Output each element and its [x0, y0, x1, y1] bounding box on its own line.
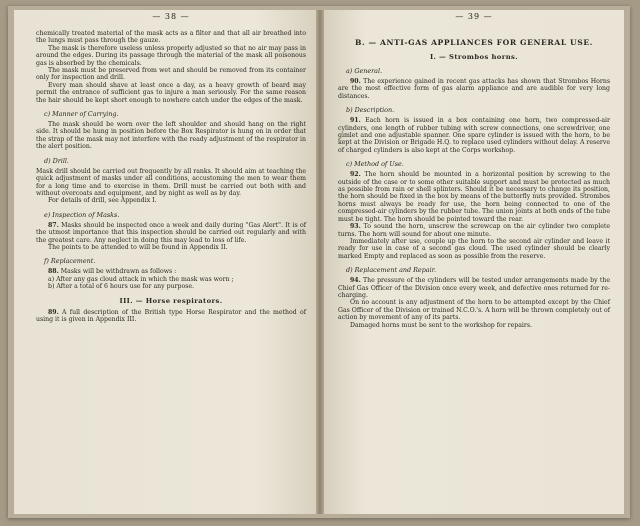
paragraph: Every man should shave at least once a day, as a heavy growth of beard may permit the entrance of sufficient gas to injure a man seriously. For the same reason the hair should be kept short enough to nowhere catch under the edges of the mask. — [36, 81, 306, 104]
section-heading: III. — Horse respirators. — [119, 296, 223, 305]
paragraph-number: 94. — [350, 277, 361, 285]
paragraph-number: 87. — [48, 221, 59, 229]
paragraph-text: Masks should be inspected once a week and daily during "Gas Alert". It is of the utmost importance that this inspection should be carried out regularly and with the greatest care. Any neglect in doing this may lead to loss of life. — [36, 221, 306, 244]
paragraph-text: A full description of the British type Horse Respirator and the method of using it is given in Appendix III. — [36, 308, 306, 323]
paragraph: The mask must be preserved from wet and should be removed from its container only for inspection and drill. — [36, 67, 306, 82]
left-page-body — [36, 30, 306, 323]
subsection-heading: d) Drill. — [44, 156, 69, 165]
subsection-heading: a) General. — [346, 67, 383, 75]
paragraph: The points to be attended to will be found in Appendix II. — [48, 243, 228, 251]
numbered-paragraph — [338, 277, 610, 299]
book-gutter — [316, 10, 324, 514]
subsection-heading: d) Replacement and Repair. — [346, 266, 437, 275]
right-page-body — [338, 53, 610, 329]
page-number: — 38 — — [152, 12, 190, 21]
numbered-paragraph — [36, 309, 306, 324]
paragraph: Mask drill should be carried out frequently by all ranks. It should aim at teaching the quick adjustment of masks under all conditions, accustoming the men to wear them for a long time and to exercise in them. Drill must be carried out both with and without overcoats and equipment, and by night as well as by day. — [36, 167, 306, 197]
numbered-paragraph — [338, 223, 610, 238]
numbered-paragraph — [36, 222, 306, 244]
paragraph-text: The horn should be mounted in a horizontal position by screwing to the outside of the case or to some other suitable support and must be protected as much as possible from rain or shell splinters. Should it be necessary to change its position, the horn should be fixed in the box by means of the butterfly nuts provided. Strombos horns must always be ready for use, the horn being connected to one of the compressed-air cylinders by the rubber tube. The union joints at both ends of the tube must be tight. The horn should be pointed toward the rear. — [338, 171, 610, 223]
paragraph-number: 88. — [48, 268, 59, 276]
paragraph: Damaged horns must be sent to the workshop for repairs. — [350, 321, 533, 329]
subsection-heading: f) Replacement. — [44, 257, 96, 266]
paragraph-number: 93. — [350, 223, 361, 231]
subsection-heading: c) Method of Use. — [346, 160, 404, 169]
paragraph: For details of drill, see Appendix I. — [48, 197, 157, 205]
section-title: B. — ANTI-GAS APPLIANCES FOR GENERAL USE. — [355, 38, 593, 47]
paragraph-text: The experience gained in recent gas attacks has shown that Strombos Horns are the most effective form of gas alarm appliance and are audible for very long distances. — [338, 78, 610, 100]
numbered-paragraph — [338, 117, 610, 154]
numbered-paragraph — [36, 268, 306, 275]
subsection-heading: c) Manner of Carrying. — [44, 110, 119, 119]
paragraph-number: 91. — [350, 117, 361, 125]
paragraph-text: Each horn is issued in a box containing one horn, two compressed-air cylinders, one length of rubber tubing with screw connections, one screwdriver, one gimlet and one adjustable spanner. One spare cylinder is issued with the horn, to be kept at the Division or Brigade H.Q. to replace used cylinders without delay. A reserve of charged cylinders is also kept at the Corps workshop. — [338, 117, 610, 154]
numbered-paragraph — [338, 171, 610, 223]
paragraph-number: 89. — [48, 308, 59, 316]
paragraph: Immediately after use, couple up the horn to the second air cylinder and leave it ready for use in case of a second gas cloud. The used cylinder should be clearly marked Empty and replaced as soon as possible from the reserve. — [338, 237, 610, 260]
subsection-heading: e) Inspection of Masks. — [44, 210, 120, 219]
paragraph: a) After any gas cloud attack in which the mask was worn ; — [48, 275, 234, 283]
paragraph: b) After a total of 6 hours use for any purpose. — [48, 283, 194, 291]
paragraph-text: To sound the horn, unscrew the screwcap on the air cylinder two complete turns. The horn will sound for about one minute. — [338, 223, 610, 238]
section-heading: I. — Strombos horns. — [429, 53, 519, 61]
open-book — [8, 6, 630, 518]
paragraph: The mask should be worn over the left shoulder and should hang on the right side. It should be hung in position before the Box Respirator is hung on in order that the strap of the mask may not interfere with the ready adjustment of the respirator in the alert position. — [36, 121, 306, 151]
paragraph-number: 92. — [350, 171, 361, 179]
paragraph-text: Masks will be withdrawn as follows : — [58, 268, 177, 276]
paragraph-number: 90. — [350, 78, 361, 85]
page-number: — 39 — — [455, 12, 493, 21]
paragraph: chemically treated material of the mask acts as a filter and that all air breathed into the lungs must pass through the gauze. — [36, 30, 306, 45]
right-page — [324, 10, 624, 514]
left-page — [14, 10, 316, 514]
paragraph: On no account is any adjustment of the horn to be attempted except by the Chief Gas Officer of the Division or trained N.C.O.'s. A horn will be thrown completely out of action by movement of any of its parts. — [338, 299, 610, 322]
subsection-heading: b) Description. — [346, 106, 395, 115]
paragraph: The mask is therefore useless unless properly adjusted so that no air may pass in around the edges. During its passage through the material of the mask all poisonous gas is absorbed by the chemicals. — [36, 44, 306, 67]
paragraph-text: The pressure of the cylinders will be tested under arrangements made by the Chief Gas Officer of the Division once every week, and defective ones returned for re-charging. — [338, 277, 610, 299]
numbered-paragraph — [338, 78, 610, 100]
